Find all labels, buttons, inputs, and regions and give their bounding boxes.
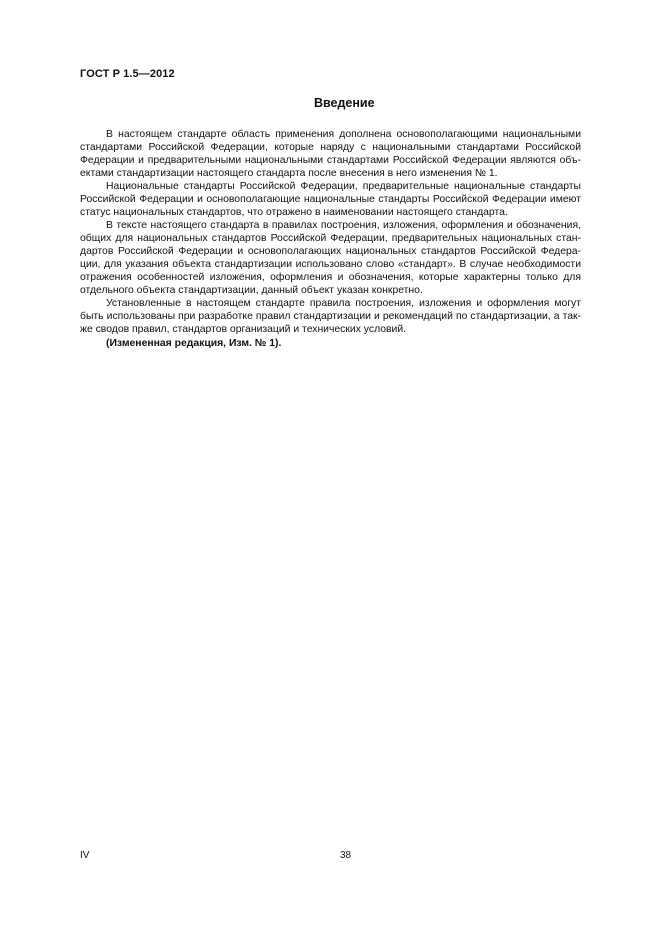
text-line: стандартами Российской Федерации, которые наряду с национальными стандартами Российской (80, 142, 581, 153)
text-line: быть использованы при разработке правил стандартизации и рекомендаций по стандартизации, а так- (80, 311, 581, 322)
text-line: же сводов правил, стандартов организаций и технических условий. (80, 324, 407, 335)
footer-roman-page: IV (80, 850, 90, 861)
text-line: Установленные в настоящем стандарте правила построения, изложения и оформления могут (106, 298, 581, 309)
text-line: отражения особенностей изложения, оформления и обозначения, которые характерны только для (80, 272, 581, 283)
text-line: статус национальных стандартов, что отражено в наименовании настоящего стандарта. (80, 207, 508, 218)
text-line: общих для национальных стандартов Российской Федерации, предварительных национальных стан- (80, 233, 581, 244)
text-line: ектами стандартизации настоящего стандарта после внесения в него изменения № 1. (80, 168, 498, 179)
amendment-note: (Измененная редакция, Изм. № 1). (106, 338, 282, 349)
text-line: В настоящем стандарте область применения дополнена основополагающими национальными (106, 129, 581, 140)
footer-page-number: 38 (340, 850, 352, 861)
text-line: дартов Российской Федерации и основополагающих национальных стандартов Российской Федера- (80, 246, 581, 257)
text-line: Федерации и предварительными национальными стандартами Российской Федерации являются объ- (80, 155, 581, 166)
text-line: Российской Федерации и основополагающие национальные стандарты Российской Федерации имеют (80, 194, 581, 205)
text-line: отдельного объекта стандартизации, данный объект указан конкретно. (80, 285, 423, 296)
section-title: Введение (314, 96, 375, 110)
text-line: Национальные стандарты Российской Федерации, предварительные национальные стандарты (106, 181, 581, 192)
document-code: ГОСТ Р 1.5—2012 (80, 68, 175, 80)
text-line: В тексте настоящего стандарта в правилах построения, изложения, оформления и обозначения, (106, 220, 581, 231)
text-line: ции, для указания объекта стандартизации использовано слово «стандарт». В случае необходимости (80, 259, 581, 270)
